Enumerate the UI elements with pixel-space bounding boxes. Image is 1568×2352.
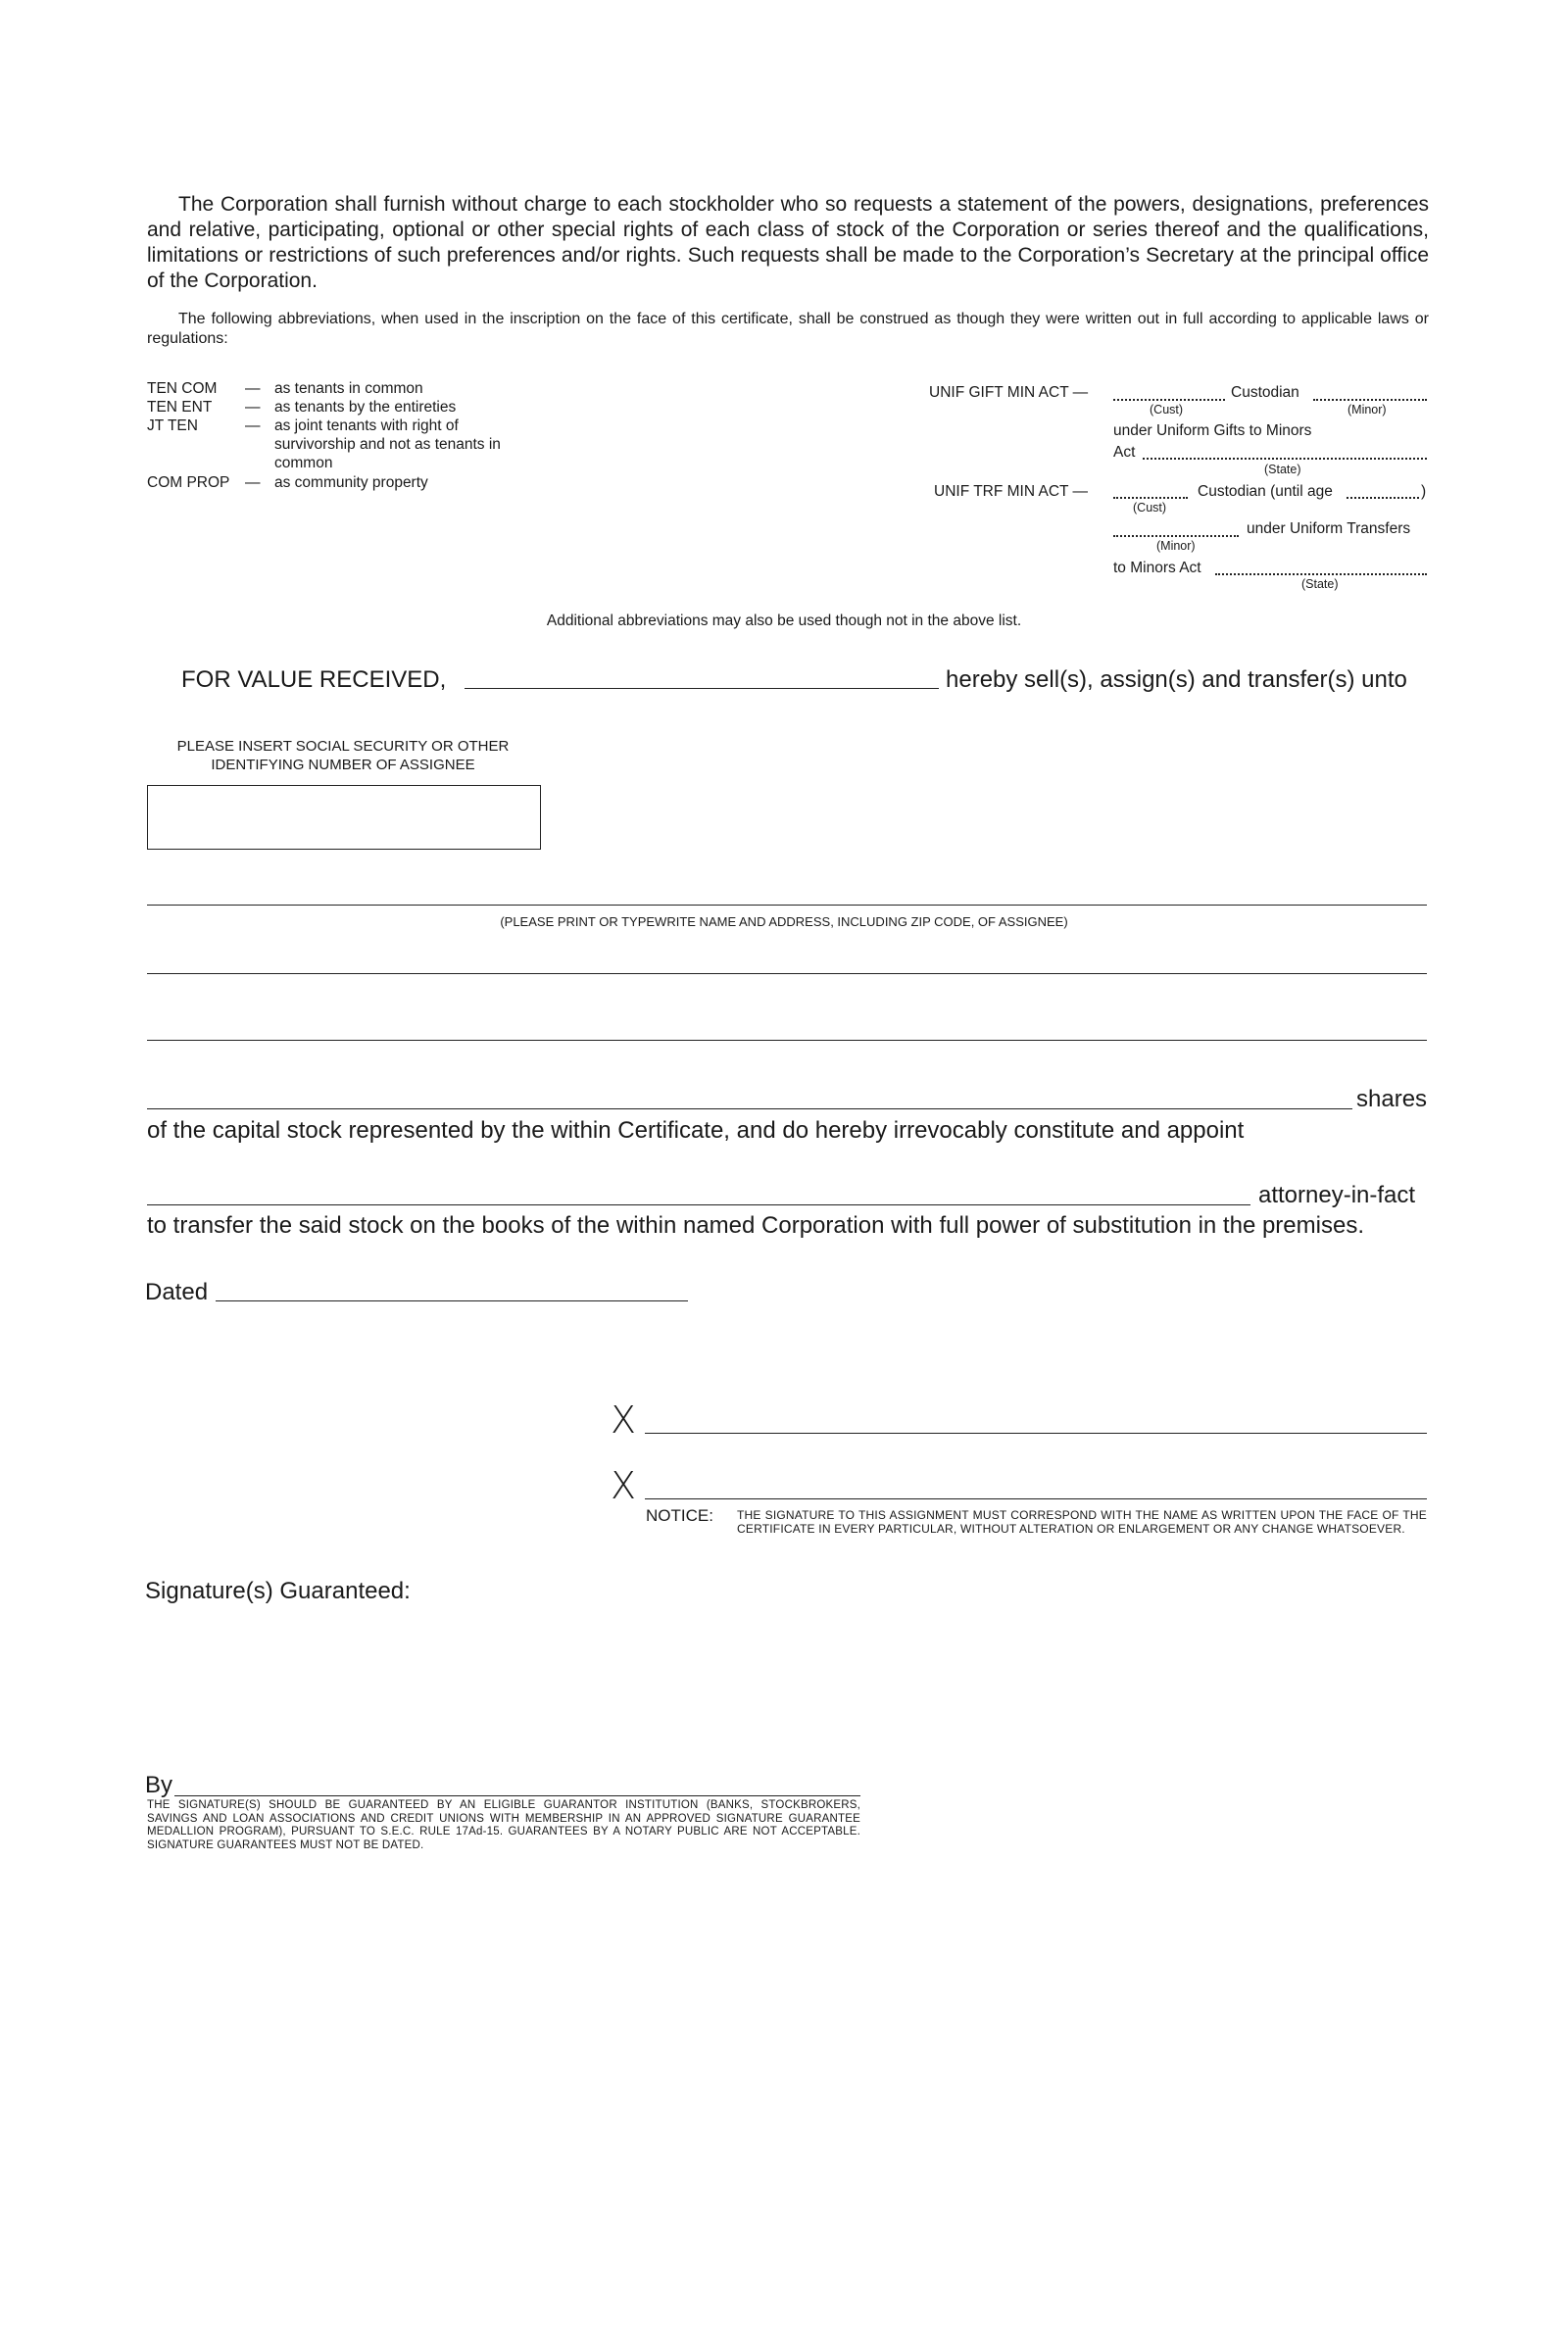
state-dotted-line[interactable] <box>1215 573 1427 575</box>
signature-guaranteed-label: Signature(s) Guaranteed: <box>145 1578 411 1604</box>
ssn-caption <box>147 737 539 774</box>
ssn-caption-line2: IDENTIFYING NUMBER OF ASSIGNEE <box>211 757 475 773</box>
state-dotted-line[interactable] <box>1143 458 1427 460</box>
intro-paragraph: The Corporation shall furnish without charge to each stockholder who so requests a statement of the powers, designations, preferences and relative, participating, optional or other special rights of each class of stock of the Corporation or series thereof and the qualifications, limitations or restrictions of such preferences and/or rights. Such requests shall be made to the Corporation’s Secretary at the principal office of the Corporation. <box>147 193 1429 292</box>
ssn-input[interactable] <box>147 785 541 850</box>
attorney-line[interactable] <box>147 1204 1250 1205</box>
minor-caption: (Minor) <box>1348 403 1387 416</box>
abbr-meaning: as tenants by the entireties <box>274 399 457 416</box>
for-value-received: FOR VALUE RECEIVED, <box>181 666 447 693</box>
assignee-address-line-2[interactable] <box>147 1040 1427 1041</box>
abbr-meaning: as tenants in common <box>274 380 423 397</box>
cust-dotted-line[interactable] <box>1113 399 1225 401</box>
assignee-address-line-1[interactable] <box>147 973 1427 974</box>
abbr-code: TEN COM <box>147 380 218 397</box>
shares-label: shares <box>1356 1086 1428 1112</box>
signature-line-1[interactable] <box>645 1433 1427 1434</box>
assignee-name-line[interactable] <box>147 905 1427 906</box>
unif-gift-code: UNIF GIFT MIN ACT — <box>929 384 1089 401</box>
dated-label: Dated <box>145 1279 209 1305</box>
assignor-line[interactable] <box>465 688 939 689</box>
by-line[interactable] <box>174 1795 860 1796</box>
to-minors-act: to Minors Act <box>1113 560 1201 576</box>
custodian-until-age: Custodian (until age <box>1198 483 1333 500</box>
cust-caption: (Cust) <box>1150 403 1184 416</box>
unif-trf-code: UNIF TRF MIN ACT — <box>934 483 1089 500</box>
abbr-meaning: as joint tenants with right of survivorship and not as tenants in common <box>274 417 501 471</box>
minor-dotted-line[interactable] <box>1313 399 1427 401</box>
custodian-label: Custodian <box>1231 384 1299 401</box>
signature-x-mark: X <box>611 1464 637 1507</box>
abbr-code: TEN ENT <box>147 399 213 416</box>
notice-text: THE SIGNATURE TO THIS ASSIGNMENT MUST CORRESPOND WITH THE NAME AS WRITTEN UPON THE FACE OF THE CERTIFICATE IN EVERY PARTICULAR, WITHOUT ALTERATION OR ENLARGEMENT OR ANY CHANGE WHATSOEVER. <box>737 1508 1427 1536</box>
cust-caption: (Cust) <box>1133 501 1167 514</box>
hereby-transfer-text: hereby sell(s), assign(s) and transfer(s) unto <box>946 666 1407 693</box>
transfer-said-text: to transfer the said stock on the books of the within named Corporation with full power of substitution in the premises. <box>147 1212 1364 1239</box>
abbr-dash: — <box>245 380 261 397</box>
capital-stock-text: of the capital stock represented by the within Certificate, and do hereby irrevocably constitute and appoint <box>147 1117 1245 1144</box>
act-label: Act <box>1113 444 1136 461</box>
dated-line[interactable] <box>216 1300 688 1301</box>
shares-line[interactable] <box>147 1108 1352 1109</box>
close-paren: ) <box>1421 483 1427 500</box>
minor-caption: (Minor) <box>1156 539 1196 553</box>
abbreviations-intro: The following abbreviations, when used in the inscription on the face of this certificate, shall be construed as though they were written out in full according to applicable laws or regulations: <box>147 311 1429 347</box>
cust-dotted-line[interactable] <box>1113 497 1188 499</box>
signature-line-2[interactable] <box>645 1498 1427 1499</box>
abbr-dash: — <box>245 399 261 416</box>
guarantee-text: THE SIGNATURE(S) SHOULD BE GUARANTEED BY AN ELIGIBLE GUARANTOR INSTITUTION (BANKS, STOCKBROKERS, SAVINGS AND LOAN ASSOCIATIONS AND CREDIT UNIONS WITH MEMBERSHIP IN AN APPROVED SIGNATURE GUARANTEE MEDALLION PROGRAM), PURSUANT TO S.E.C. RULE 17Ad-15. GUARANTEES BY A NOTARY PUBLIC ARE NOT ACCEPTABLE. SIGNATURE GUARANTEES MUST NOT BE DATED. <box>147 1799 860 1851</box>
abbr-code: JT TEN <box>147 417 198 434</box>
under-transfers-text: under Uniform Transfers <box>1247 520 1411 537</box>
ssn-caption-line1: PLEASE INSERT SOCIAL SECURITY OR OTHER <box>176 738 510 755</box>
abbr-meaning: as community property <box>274 474 428 491</box>
state-caption: (State) <box>1264 463 1301 476</box>
notice-label: NOTICE: <box>646 1506 713 1525</box>
minor-dotted-line[interactable] <box>1113 535 1239 537</box>
signature-x-mark: X <box>611 1398 637 1442</box>
abbr-dash: — <box>245 417 261 434</box>
abbr-dash: — <box>245 474 261 491</box>
attorney-label: attorney-in-fact <box>1258 1182 1416 1208</box>
abbr-code: COM PROP <box>147 474 230 491</box>
age-dotted-line[interactable] <box>1347 497 1419 499</box>
state-caption: (State) <box>1301 577 1339 591</box>
by-label: By <box>145 1772 173 1798</box>
assignee-caption: (PLEASE PRINT OR TYPEWRITE NAME AND ADDRESS, INCLUDING ZIP CODE, OF ASSIGNEE) <box>500 914 1068 929</box>
additional-abbrev-note: Additional abbreviations may also be used though not in the above list. <box>546 612 1022 629</box>
under-gifts-text: under Uniform Gifts to Minors <box>1113 422 1312 439</box>
